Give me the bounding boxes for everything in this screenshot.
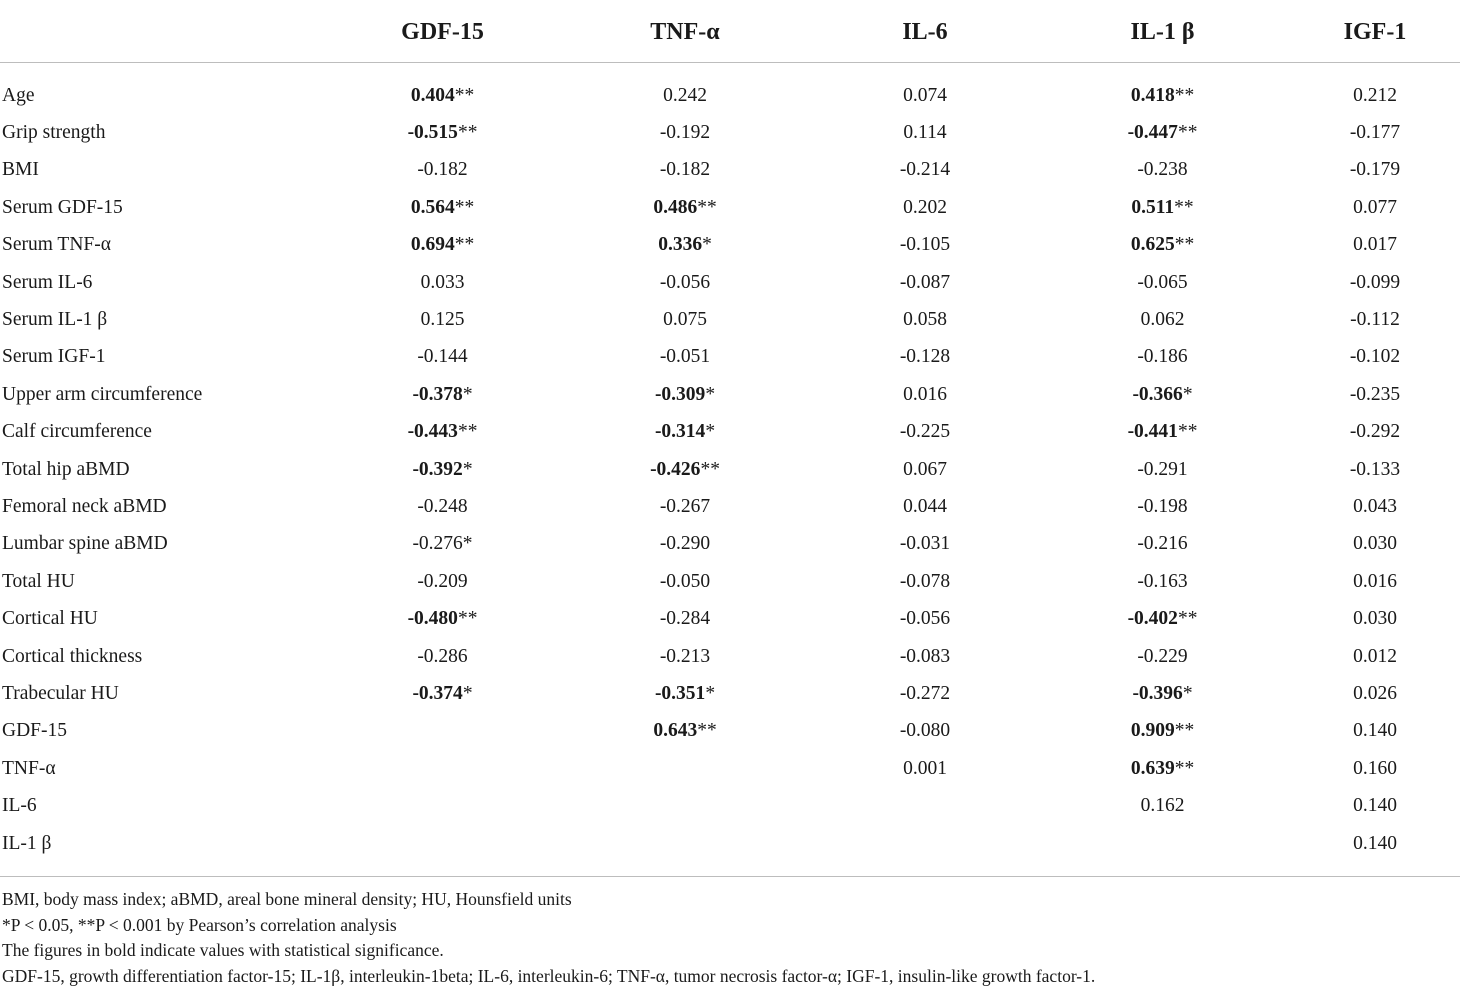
- cell-value: -0.105: [899, 234, 951, 256]
- footnote: The figures in bold indicate values with statistical significance.: [2, 940, 444, 961]
- table-cell: [815, 339, 1035, 376]
- row-label: IL-1 β: [2, 832, 52, 854]
- table-cell: [555, 152, 815, 189]
- cell-value: -0.031: [899, 533, 951, 555]
- table-cell: [815, 600, 1035, 637]
- table-cell: [815, 675, 1035, 712]
- significance-marker: *: [702, 234, 712, 256]
- table-cell: [330, 414, 555, 451]
- significance-marker: **: [454, 196, 475, 218]
- significance-marker: **: [1174, 757, 1195, 779]
- row-label: GDF-15: [2, 720, 68, 742]
- cell-value: -0.213: [659, 645, 711, 667]
- header-cell-igf1: IGF-1: [1343, 19, 1407, 45]
- cell-value: -0.267: [659, 495, 711, 517]
- row-label: Calf circumference: [2, 421, 152, 443]
- cell-value: 0.001: [903, 757, 947, 779]
- table-row: [0, 414, 1460, 451]
- significance-marker: *: [462, 682, 473, 704]
- cell-value: -0.182: [417, 159, 468, 181]
- table-row: [0, 713, 1460, 750]
- table-cell: [815, 189, 1035, 226]
- cell-value: 0.033: [420, 271, 465, 293]
- table-cell: [555, 63, 815, 115]
- table-cell: [330, 713, 555, 750]
- table-cell: [1035, 600, 1290, 637]
- cell-value: 0.336: [658, 234, 703, 256]
- footnote: *P < 0.05, **P < 0.001 by Pearson’s correlation analysis: [2, 914, 397, 935]
- significance-marker: **: [697, 196, 717, 218]
- cell-value: -0.112: [1350, 309, 1400, 331]
- significance-marker: **: [1177, 122, 1198, 144]
- table-cell: [1035, 563, 1290, 600]
- cell-value: 0.418: [1130, 84, 1175, 106]
- table-cell: [555, 339, 815, 376]
- cell-value: 0.564: [410, 196, 455, 218]
- table-cell: [330, 638, 555, 675]
- table-cell: [1035, 189, 1290, 226]
- table-cell: [1035, 264, 1290, 301]
- table-cell: [815, 750, 1035, 787]
- table-cell: [555, 264, 815, 301]
- table-cell: [1035, 750, 1290, 787]
- cell-value: -0.309: [654, 383, 706, 405]
- footnote: BMI, body mass index; aBMD, areal bone mineral density; HU, Hounsfield units: [2, 889, 572, 910]
- table-cell: [1290, 376, 1460, 413]
- table-cell: [1290, 675, 1460, 712]
- table-cell: [1290, 114, 1460, 151]
- cell-value: 0.625: [1130, 234, 1175, 256]
- table-cell: [555, 227, 815, 264]
- table-cell: [555, 638, 815, 675]
- cell-value: -0.177: [1349, 122, 1401, 144]
- table-cell: [1290, 600, 1460, 637]
- table-cell: [555, 414, 815, 451]
- table-cell: [330, 675, 555, 712]
- table-row: [0, 152, 1460, 189]
- cell-value: -0.290: [659, 533, 711, 555]
- significance-marker: *: [1182, 682, 1193, 704]
- cell-value: 0.075: [663, 309, 707, 331]
- table-cell: [1035, 825, 1290, 877]
- table-cell: [555, 675, 815, 712]
- row-label: Upper arm circumference: [2, 383, 203, 405]
- table-cell: [555, 189, 815, 226]
- significance-marker: *: [1182, 383, 1193, 405]
- row-label: Femoral neck aBMD: [2, 495, 167, 517]
- significance-marker: **: [457, 608, 478, 630]
- table-row: [0, 339, 1460, 376]
- cell-value: 0.242: [663, 84, 707, 106]
- table-cell: [1035, 787, 1290, 824]
- cell-value: -0.102: [1349, 346, 1401, 368]
- cell-value: 0.125: [420, 309, 465, 331]
- table-cell: [1035, 414, 1290, 451]
- significance-marker: **: [1177, 608, 1198, 630]
- cell-value: -0.396: [1132, 682, 1183, 704]
- table-cell: [1035, 227, 1290, 264]
- header-cell-gdf15: GDF-15: [401, 19, 484, 45]
- significance-marker: **: [1177, 421, 1198, 443]
- significance-marker: *: [462, 383, 473, 405]
- significance-marker: **: [700, 458, 720, 480]
- significance-marker: **: [457, 122, 478, 144]
- cell-value: -0.229: [1137, 645, 1188, 667]
- table-cell: [330, 376, 555, 413]
- cell-value: -0.099: [1349, 271, 1401, 293]
- table-row: [0, 301, 1460, 338]
- cell-value: -0.214: [899, 159, 951, 181]
- header-cell-il1b: IL-1 β: [1130, 19, 1195, 45]
- table-cell: [330, 114, 555, 151]
- cell-value: -0.078: [899, 570, 951, 592]
- table-cell: [815, 526, 1035, 563]
- table-cell: [555, 376, 815, 413]
- cell-value: -0.238: [1137, 159, 1188, 181]
- table-cell: [815, 563, 1035, 600]
- cell-value: -0.374: [412, 682, 463, 704]
- significance-marker: **: [1174, 196, 1194, 218]
- table-row: [0, 526, 1460, 563]
- table-cell: [1290, 713, 1460, 750]
- table-cell: [330, 488, 555, 525]
- cell-value: 0.058: [903, 309, 947, 331]
- row-label: Age: [2, 84, 35, 106]
- cell-value: 0.404: [410, 84, 455, 106]
- table-cell: [1035, 63, 1290, 115]
- table-cell: [330, 189, 555, 226]
- table-cell: [330, 339, 555, 376]
- row-label: Grip strength: [2, 122, 106, 144]
- table-cell: [555, 825, 815, 877]
- cell-value: -0.179: [1349, 159, 1401, 181]
- table-cell: [815, 376, 1035, 413]
- row-label: Trabecular HU: [2, 682, 119, 704]
- cell-value: -0.182: [659, 159, 711, 181]
- table-row: [0, 63, 1460, 115]
- table-row: [0, 451, 1460, 488]
- table-cell: [815, 264, 1035, 301]
- row-label: Serum IL-6: [2, 271, 93, 293]
- cell-value: 0.140: [1353, 832, 1397, 854]
- table-row: [0, 189, 1460, 226]
- cell-value: -0.426: [650, 458, 701, 480]
- cell-value: 0.639: [1130, 757, 1175, 779]
- table-row: [0, 787, 1460, 824]
- table-cell: [1290, 189, 1460, 226]
- row-label: Total HU: [2, 570, 75, 592]
- cell-value: -0.292: [1349, 421, 1401, 443]
- table-cell: [1290, 451, 1460, 488]
- row-label: TNF-α: [2, 757, 56, 779]
- table-cell: [1290, 825, 1460, 877]
- table-cell: [815, 152, 1035, 189]
- cell-value: 0.643: [653, 720, 698, 742]
- cell-value: 0.026: [1353, 682, 1397, 704]
- footnote: GDF-15, growth differentiation factor-15; IL-1β, interleukin-1beta; IL-6, interleukin-6; TNF-α, tumor necrosis factor-α; IGF-1, insulin-like growth factor-1.: [2, 965, 1096, 986]
- cell-value: -0.392: [412, 458, 463, 480]
- significance-marker: **: [457, 421, 478, 443]
- table-row: [0, 376, 1460, 413]
- table-row: [0, 825, 1460, 877]
- table-cell: [1290, 638, 1460, 675]
- table-cell: [1035, 675, 1290, 712]
- table-cell: [815, 63, 1035, 115]
- header-cell-il6: IL-6: [902, 19, 948, 45]
- header-row: [0, 0, 1460, 63]
- cell-value: -0.186: [1137, 346, 1188, 368]
- cell-value: -0.144: [417, 346, 468, 368]
- table-cell: [815, 713, 1035, 750]
- cell-value: 0.017: [1353, 234, 1397, 256]
- significance-marker: *: [705, 383, 716, 405]
- row-label: Serum TNF-α: [2, 234, 111, 256]
- table-cell: [1290, 227, 1460, 264]
- cell-value: 0.202: [903, 196, 947, 218]
- table-cell: [815, 114, 1035, 151]
- table-cell: [330, 301, 555, 338]
- cell-value: 0.062: [1140, 309, 1185, 331]
- table-row: [0, 600, 1460, 637]
- table-cell: [1035, 526, 1290, 563]
- table-row: [0, 675, 1460, 712]
- cell-value: -0.314: [654, 421, 706, 443]
- cell-value: -0.515: [407, 122, 458, 144]
- cell-value: 0.016: [903, 383, 947, 405]
- table-body: [0, 63, 1460, 877]
- table-row: [0, 264, 1460, 301]
- table-cell: [330, 264, 555, 301]
- cell-value: 0.160: [1353, 757, 1397, 779]
- table-cell: [330, 787, 555, 824]
- cell-value: -0.133: [1349, 458, 1401, 480]
- cell-value: 0.140: [1353, 795, 1397, 817]
- cell-value: 0.114: [903, 122, 947, 144]
- cell-value: -0.284: [659, 608, 711, 630]
- table-cell: [330, 750, 555, 787]
- table-row: [0, 114, 1460, 151]
- cell-value: 0.030: [1353, 533, 1397, 555]
- table-cell: [1035, 376, 1290, 413]
- table-cell: [815, 414, 1035, 451]
- cell-value: -0.225: [899, 421, 951, 443]
- table-cell: [1035, 114, 1290, 151]
- table-row: [0, 227, 1460, 264]
- significance-marker: **: [454, 234, 475, 256]
- row-label: Lumbar spine aBMD: [2, 533, 168, 555]
- cell-value: -0.050: [659, 570, 711, 592]
- cell-value: -0.378: [412, 383, 463, 405]
- table-cell: [1035, 488, 1290, 525]
- table-cell: [555, 713, 815, 750]
- cell-value: -0.441: [1127, 421, 1178, 443]
- table-cell: [815, 488, 1035, 525]
- cell-value: -0.216: [1137, 533, 1188, 555]
- table-cell: [1290, 414, 1460, 451]
- table-cell: [555, 563, 815, 600]
- cell-value: -0.192: [659, 122, 711, 144]
- table-cell: [555, 488, 815, 525]
- table-cell: [1290, 63, 1460, 115]
- table-cell: [330, 825, 555, 877]
- table-cell: [815, 451, 1035, 488]
- cell-value: -0.056: [899, 608, 951, 630]
- cell-value: 0.043: [1353, 495, 1397, 517]
- significance-marker: *: [705, 682, 716, 704]
- cell-value: -0.087: [899, 271, 951, 293]
- cell-value: -0.291: [1137, 458, 1188, 480]
- table-cell: [1290, 787, 1460, 824]
- table-cell: [1290, 301, 1460, 338]
- header-cell: [0, 0, 330, 63]
- table-cell: [1290, 264, 1460, 301]
- cell-value: -0.163: [1137, 570, 1188, 592]
- row-label: IL-6: [2, 795, 37, 817]
- cell-value: -0.056: [659, 271, 711, 293]
- row-label: Serum IL-1 β: [2, 309, 108, 331]
- cell-value: -0.065: [1137, 271, 1188, 293]
- cell-value: 0.016: [1353, 570, 1397, 592]
- cell-value: -0.402: [1127, 608, 1178, 630]
- cell-value: 0.077: [1353, 196, 1397, 218]
- cell-value: -0.447: [1127, 122, 1178, 144]
- cell-value: -0.128: [899, 346, 951, 368]
- cell-value: 0.162: [1140, 795, 1185, 817]
- cell-value: -0.351: [654, 682, 706, 704]
- table-cell: [330, 563, 555, 600]
- table-cell: [555, 600, 815, 637]
- significance-marker: **: [697, 720, 717, 742]
- row-label: Serum IGF-1: [2, 346, 106, 368]
- cell-value: 0.140: [1353, 720, 1397, 742]
- cell-value: 0.067: [903, 458, 947, 480]
- significance-marker: **: [1174, 84, 1195, 106]
- cell-value: -0.272: [899, 682, 951, 704]
- table-cell: [815, 301, 1035, 338]
- cell-value: 0.044: [903, 495, 947, 517]
- cell-value: -0.198: [1137, 495, 1188, 517]
- significance-marker: *: [462, 458, 473, 480]
- table-cell: [1035, 301, 1290, 338]
- cell-value: -0.051: [659, 346, 711, 368]
- table-cell: [330, 451, 555, 488]
- table-cell: [555, 526, 815, 563]
- table-row: [0, 638, 1460, 675]
- table-cell: [330, 600, 555, 637]
- row-label: Cortical HU: [2, 608, 98, 630]
- table-cell: [1290, 488, 1460, 525]
- table-cell: [1035, 713, 1290, 750]
- table-cell: [555, 451, 815, 488]
- cell-value: -0.443: [407, 421, 458, 443]
- table-row: [0, 750, 1460, 787]
- row-label: Total hip aBMD: [2, 458, 130, 480]
- table-cell: [555, 114, 815, 151]
- table-cell: [1290, 750, 1460, 787]
- table-cell: [1290, 339, 1460, 376]
- table-cell: [330, 152, 555, 189]
- table-cell: [555, 750, 815, 787]
- row-label: BMI: [2, 159, 39, 181]
- cell-value: -0.080: [899, 720, 951, 742]
- cell-value: -0.083: [899, 645, 951, 667]
- table-cell: [1290, 152, 1460, 189]
- table-cell: [815, 787, 1035, 824]
- cell-value: -0.480: [407, 608, 458, 630]
- table-cell: [1035, 339, 1290, 376]
- cell-value: 0.511: [1131, 196, 1175, 218]
- table-footnotes: [0, 877, 1460, 989]
- cell-value: 0.012: [1353, 645, 1397, 667]
- cell-value: -0.276*: [412, 533, 473, 555]
- table-cell: [1290, 563, 1460, 600]
- significance-marker: **: [454, 84, 475, 106]
- table-cell: [330, 526, 555, 563]
- table-cell: [1035, 451, 1290, 488]
- table-cell: [330, 227, 555, 264]
- table-cell: [815, 638, 1035, 675]
- table-row: [0, 488, 1460, 525]
- table-cell: [815, 227, 1035, 264]
- row-label: Serum GDF-15: [2, 196, 123, 218]
- cell-value: 0.694: [410, 234, 455, 256]
- table-cell: [1035, 638, 1290, 675]
- header-cell-tnf: TNF-α: [650, 19, 720, 45]
- cell-value: 0.030: [1353, 608, 1397, 630]
- cell-value: -0.248: [417, 495, 468, 517]
- cell-value: -0.235: [1349, 383, 1401, 405]
- cell-value: -0.366: [1132, 383, 1183, 405]
- row-label: Cortical thickness: [2, 645, 143, 667]
- cell-value: 0.212: [1353, 84, 1397, 106]
- significance-marker: **: [1174, 234, 1195, 256]
- table-cell: [330, 63, 555, 115]
- table-cell: [1035, 152, 1290, 189]
- cell-value: -0.209: [417, 570, 468, 592]
- significance-marker: *: [705, 421, 716, 443]
- cell-value: -0.286: [417, 645, 468, 667]
- significance-marker: **: [1174, 720, 1195, 742]
- cell-value: 0.486: [653, 196, 698, 218]
- table-cell: [555, 787, 815, 824]
- table-cell: [1290, 526, 1460, 563]
- table-row: [0, 563, 1460, 600]
- cell-value: 0.909: [1130, 720, 1175, 742]
- cell-value: 0.074: [903, 84, 947, 106]
- table-cell: [555, 301, 815, 338]
- table-cell: [815, 825, 1035, 877]
